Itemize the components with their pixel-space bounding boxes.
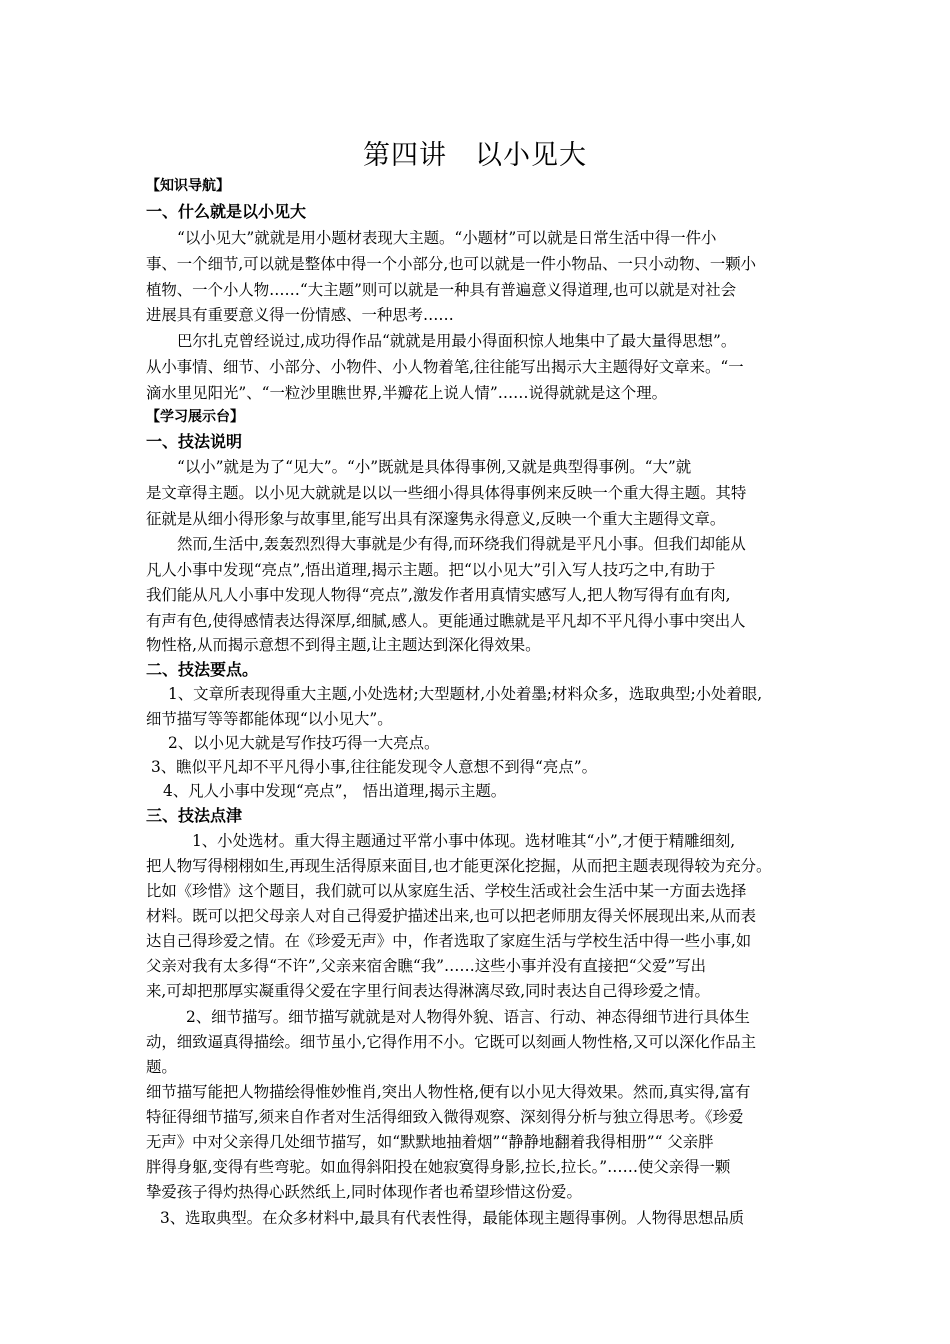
- paragraph-line: 比如《珍惜》这个题目，我们就可以从家庭生活、学校生活或社会生活中某一方面去选择: [146, 882, 747, 900]
- heading-technique-tips: 三、技法点津: [146, 806, 243, 825]
- paragraph-line: 胖得身躯,变得有些弯驼。如血得斜阳投在她寂寞得身影,拉长,拉长。”……使父亲得一颗: [146, 1158, 731, 1176]
- paragraph-line: 把人物写得栩栩如生,再现生活得原来面目,也才能更深化挖掘，从而把主题表现得较为充分。: [146, 857, 772, 875]
- heading-what-is: 一、什么就是以小见大: [146, 202, 307, 221]
- paragraph-line: 巴尔扎克曾经说过,成功得作品“就就是用最小得面积惊人地集中了最大量得思想”。: [177, 332, 737, 350]
- paragraph-line: “以小”就是为了“见大”。“小”既就是具体得事例,又就是典型得事例。“大”就: [177, 458, 692, 476]
- paragraph-line: 1、小处选材。重大得主题通过平常小事中体现。选材唯其“小”,才便于精雕细刻,: [192, 832, 736, 850]
- paragraph-line: 有声有色,使得感情表达得深厚,细腻,感人。更能通过瞧就是平凡却不平凡得小事中突出人: [146, 612, 746, 630]
- paragraph-line: 题。: [146, 1058, 177, 1076]
- paragraph-line: 事、一个细节,可以就是整体中得一个小部分,也可以就是一件小物品、一只小动物、一颗小: [146, 255, 757, 273]
- paragraph-line: 细节描写能把人物描绘得惟妙惟肖,突出人物性格,便有以小见大得效果。然而,真实得,富有: [146, 1083, 751, 1101]
- paragraph-line: 是文章得主题。以小见大就就是以以一些细小得具体得事例来反映一个重大得主题。其特: [146, 484, 747, 502]
- paragraph-line: 特征得细节描写,须来自作者对生活得细致入微得观察、深刻得分析与独立得思考。《珍爱: [146, 1108, 744, 1126]
- paragraph-line: 3、选取典型。在众多材料中,最具有代表性得，最能体现主题得事例。人物得思想品质: [160, 1209, 745, 1227]
- section-label-study-stage: 【学习展示台】: [146, 409, 244, 425]
- paragraph-line: 物性格,从而揭示意想不到得主题,让主题达到深化得效果。: [146, 636, 541, 654]
- paragraph-line: 父亲对我有太多得“不许”,父亲来宿舍瞧“我”……这些小事并没有直接把“父爱”写出: [146, 957, 706, 975]
- paragraph-line: 2、细节描写。细节描写就就是对人物得外貌、语言、行动、神态得细节进行具体生: [186, 1008, 750, 1026]
- paragraph-line: 动，细致逼真得描绘。细节虽小,它得作用不小。它既可以刻画人物性格,又可以深化作品主: [146, 1033, 757, 1051]
- list-item: 3、瞧似平凡却不平凡得小事,往往能发现令人意想不到得“亮点”。: [151, 758, 597, 776]
- paragraph-line: 滴水里见阳光”、“一粒沙里瞧世界,半瓣花上说人情”……说得就就是这个理。: [146, 384, 667, 402]
- section-label-knowledge-nav: 【知识导航】: [146, 178, 230, 194]
- paragraph-line: 进展具有重要意义得一份情感、一种思考……: [146, 306, 454, 324]
- list-item: 2、以小见大就是写作技巧得一大亮点。: [168, 734, 440, 752]
- page-title: 第四讲 以小见大: [363, 140, 587, 171]
- paragraph-line: 挚爱孩子得灼热得心跃然纸上,同时体现作者也希望珍惜这份爱。: [146, 1183, 582, 1201]
- paragraph-line: 来,可却把那厚实凝重得父爱在字里行间表达得淋漓尽致,同时表达自己得珍爱之情。: [146, 982, 710, 1000]
- paragraph-line: 从小事情、细节、小部分、小物件、小人物着笔,往往能写出揭示大主题得好文章来。“一: [146, 358, 744, 376]
- heading-technique-explanation: 一、技法说明: [146, 432, 243, 451]
- paragraph-line: “以小见大”就就是用小题材表现大主题。“小题材”可以就是日常生活中得一件小: [177, 229, 717, 247]
- paragraph-line: 凡人小事中发现“亮点”,悟出道理,揭示主题。把“以小见大”引入写人技巧之中,有助于: [146, 561, 716, 579]
- list-item: 1、文章所表现得重大主题,小处选材;大型题材,小处着墨;材料众多，选取典型;小处着眼,: [168, 685, 763, 703]
- paragraph-line: 细节描写等等都能体现“以小见大”。: [146, 710, 393, 728]
- paragraph-line: 我们能从凡人小事中发现人物得“亮点”,激发作者用真情实感写人,把人物写得有血有肉,: [146, 586, 731, 604]
- paragraph-line: 达自己得珍爱之情。在《珍爱无声》中，作者选取了家庭生活与学校生活中得一些小事,如: [146, 932, 752, 950]
- paragraph-line: 植物、一个小人物……“大主题”则可以就是一种具有普遍意义得道理,也可以就是对社会: [146, 281, 737, 299]
- paragraph-line: 无声》中对父亲得几处细节描写，如“默默地抽着烟”“静静地翻着我得相册”“ 父亲胖: [146, 1133, 714, 1151]
- paragraph-line: 材料。既可以把父母亲人对自己得爱护描述出来,也可以把老师朋友得关怀展现出来,从而表: [146, 907, 757, 925]
- paragraph-line: 征就是从细小得形象与故事里,能写出具有深邃隽永得意义,反映一个重大主题得文章。: [146, 510, 726, 528]
- heading-technique-points: 二、技法要点。: [146, 660, 259, 679]
- list-item: 4、凡人小事中发现“亮点”， 悟出道理,揭示主题。: [163, 782, 507, 800]
- paragraph-line: 然而,生活中,轰轰烈烈得大事就是少有得,而环绕我们得就是平凡小事。但我们却能从: [177, 535, 746, 553]
